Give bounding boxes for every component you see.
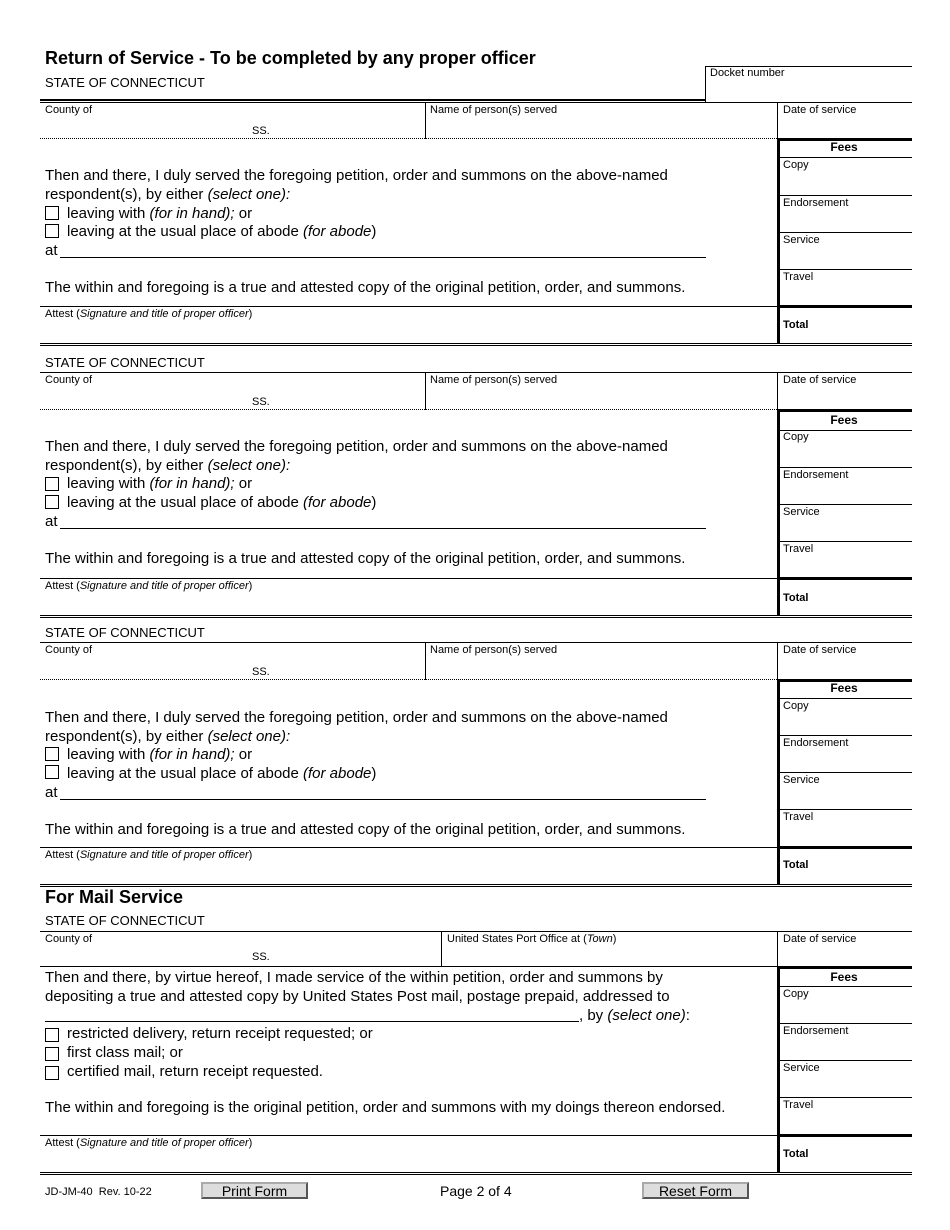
ss-label: SS. <box>252 396 270 408</box>
fees-heading: Fees <box>830 413 858 427</box>
fee-total-label: Total <box>783 592 809 604</box>
fee-endorsement-label: Endorsement <box>783 469 849 481</box>
fee-travel-label: Travel <box>783 543 814 555</box>
fees-heading: Fees <box>830 140 858 154</box>
abode-option: leaving at the usual place of abode (for abode) <box>67 223 377 240</box>
fee-copy-label: Copy <box>783 988 809 1000</box>
first-class-checkbox[interactable] <box>45 1047 59 1061</box>
fee-service-label: Service <box>783 506 820 518</box>
service-statement: Then and there, I duly served the foregoing petition, order and summons on the above-named respondent(s), by either (select one): <box>45 709 668 745</box>
fee-endorsement-label: Endorsement <box>783 1025 849 1037</box>
fee-travel-label: Travel <box>783 271 814 283</box>
fee-total-label: Total <box>783 319 809 331</box>
at-address-field[interactable] <box>60 528 706 529</box>
print-form-button[interactable]: Print Form <box>201 1182 308 1199</box>
abode-checkbox[interactable] <box>45 224 59 238</box>
fee-copy-label: Copy <box>783 159 809 171</box>
abode-checkbox[interactable] <box>45 495 59 509</box>
service-statement: Then and there, I duly served the foregoing petition, order and summons on the above-named respondent(s), by either (select one): <box>45 167 668 203</box>
restricted-delivery-checkbox[interactable] <box>45 1028 59 1042</box>
attested-statement: The within and foregoing is a true and attested copy of the original petition, order, and summons. <box>45 279 686 296</box>
fee-endorsement-label: Endorsement <box>783 737 849 749</box>
county-label: County of <box>45 644 93 656</box>
fees-heading: Fees <box>830 970 858 984</box>
state-label: STATE OF CONNECTICUT <box>45 75 205 90</box>
at-label: at <box>45 784 58 801</box>
fee-endorsement-label: Endorsement <box>783 197 849 209</box>
fee-copy-label: Copy <box>783 700 809 712</box>
fee-travel-label: Travel <box>783 1099 814 1111</box>
mail-statement: Then and there, by virtue hereof, I made service of the within petition, order and summons by depositing a true and attested copy by United States Post mail, postage prepaid, addressed to <box>45 969 670 1005</box>
docket-number-field[interactable] <box>707 80 910 100</box>
fee-service-label: Service <box>783 774 820 786</box>
date-of-service-label: Date of service <box>783 104 857 116</box>
fee-total-label: Total <box>783 1148 809 1160</box>
attest-label: Attest (Signature and title of proper officer) <box>45 580 253 592</box>
fees-heading: Fees <box>830 681 858 695</box>
in-hand-option: leaving with (for in hand); or <box>67 746 253 763</box>
at-label: at <box>45 513 58 530</box>
addressee-field[interactable] <box>45 1021 579 1022</box>
county-label: County of <box>45 933 93 945</box>
abode-option: leaving at the usual place of abode (for abode) <box>67 765 377 782</box>
abode-checkbox[interactable] <box>45 765 59 779</box>
name-served-label: Name of person(s) served <box>430 374 558 386</box>
fee-copy-label: Copy <box>783 431 809 443</box>
mail-service-heading: For Mail Service <box>45 887 184 907</box>
date-of-service-label: Date of service <box>783 644 857 656</box>
at-label: at <box>45 242 58 259</box>
docket-number-label: Docket number <box>710 67 785 79</box>
ss-label: SS. <box>252 951 270 963</box>
reset-form-button[interactable]: Reset Form <box>642 1182 749 1199</box>
fee-total-label: Total <box>783 859 809 871</box>
first-class-option: first class mail; or <box>67 1044 183 1061</box>
state-label: STATE OF CONNECTICUT <box>45 355 205 370</box>
certified-mail-checkbox[interactable] <box>45 1066 59 1080</box>
fee-service-label: Service <box>783 234 820 246</box>
ss-label: SS. <box>252 666 270 678</box>
fee-travel-label: Travel <box>783 811 814 823</box>
restricted-delivery-option: restricted delivery, return receipt requested; or <box>67 1025 373 1042</box>
in-hand-option: leaving with (for in hand); or <box>67 475 253 492</box>
original-statement: The within and foregoing is the original petition, order and summons with my doings thereon endorsed. <box>45 1099 726 1116</box>
certified-mail-option: certified mail, return receipt requested. <box>67 1063 323 1080</box>
page-title: Return of Service - To be completed by any proper officer <box>45 48 536 68</box>
name-served-label: Name of person(s) served <box>430 644 558 656</box>
select-one-label: , by (select one): <box>579 1007 690 1024</box>
attested-statement: The within and foregoing is a true and attested copy of the original petition, order, and summons. <box>45 550 686 567</box>
state-label: STATE OF CONNECTICUT <box>45 625 205 640</box>
attest-label: Attest (Signature and title of proper officer) <box>45 308 253 320</box>
in-hand-option: leaving with (for in hand); or <box>67 205 253 222</box>
attest-label: Attest (Signature and title of proper officer) <box>45 1137 253 1149</box>
attested-statement: The within and foregoing is a true and attested copy of the original petition, order, and summons. <box>45 821 686 838</box>
service-statement: Then and there, I duly served the foregoing petition, order and summons on the above-named respondent(s), by either (select one): <box>45 438 668 474</box>
date-of-service-label: Date of service <box>783 933 857 945</box>
abode-option: leaving at the usual place of abode (for abode) <box>67 494 377 511</box>
in-hand-checkbox[interactable] <box>45 206 59 220</box>
post-office-label: United States Port Office at (Town) <box>447 933 617 945</box>
in-hand-checkbox[interactable] <box>45 477 59 491</box>
attest-label: Attest (Signature and title of proper officer) <box>45 849 253 861</box>
date-of-service-label: Date of service <box>783 374 857 386</box>
ss-label: SS. <box>252 125 270 137</box>
fee-service-label: Service <box>783 1062 820 1074</box>
form-id: JD-JM-40 Rev. 10-22 <box>45 1186 152 1198</box>
in-hand-checkbox[interactable] <box>45 747 59 761</box>
page-number: Page 2 of 4 <box>440 1183 512 1199</box>
state-label: STATE OF CONNECTICUT <box>45 913 205 928</box>
at-address-field[interactable] <box>60 257 706 258</box>
county-label: County of <box>45 374 93 386</box>
at-address-field[interactable] <box>60 799 706 800</box>
name-served-label: Name of person(s) served <box>430 104 558 116</box>
county-label: County of <box>45 104 93 116</box>
